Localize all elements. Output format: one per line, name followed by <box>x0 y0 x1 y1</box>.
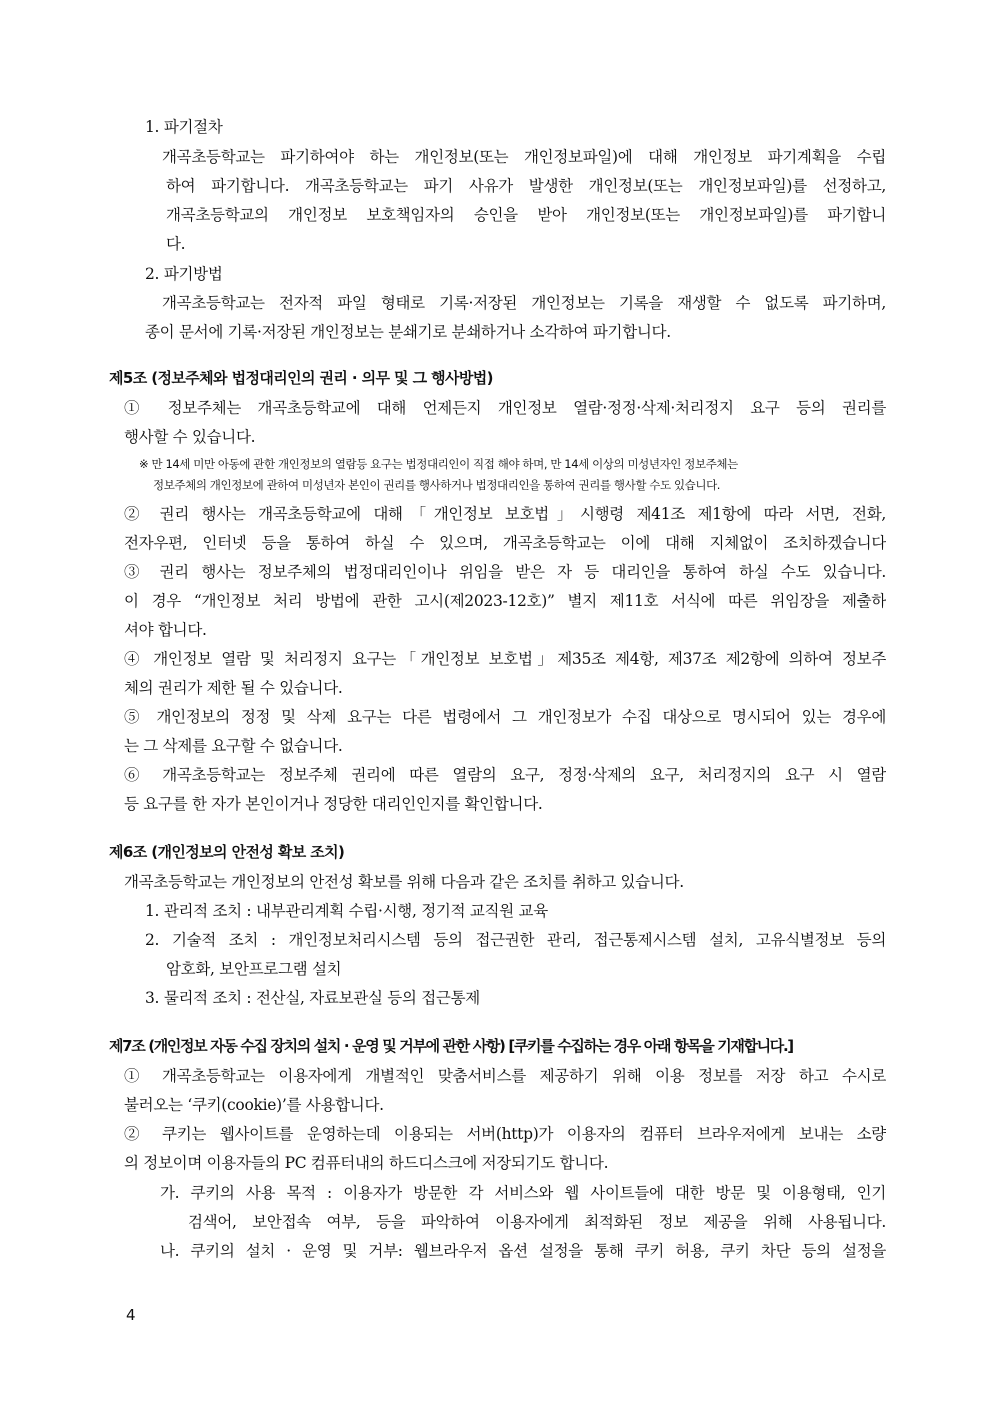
article-5-heading: 제5조 (정보주체와 법정대리인의 권리 · 의무 및 그 행사방법) <box>109 369 493 387</box>
paragraph-line: ② 권리 행사는 개곡초등학교에 대해「개인정보 보호법」시행령 제41조 제1항에 따라 서면, 전화, <box>124 505 886 523</box>
paragraph-line: 다. <box>166 235 186 253</box>
paragraph-line: ② 쿠키는 웹사이트를 운영하는데 이용되는 서버(http)가 이용자의 컴퓨터 브라우저에게 보내는 소량 <box>124 1125 886 1143</box>
paragraph-line: 는 그 삭제를 요구할 수 없습니다. <box>124 737 343 755</box>
list-item: 1. 관리적 조치 : 내부관리계획 수립·시행, 정기적 교직원 교육 <box>145 902 548 920</box>
list-item: 검색어, 보안접속 여부, 등을 파악하여 이용자에게 최적화된 정보 제공을 위해 사용됩니다. <box>188 1213 886 1231</box>
paragraph-line: 의 정보이며 이용자들의 PC 컴퓨터내의 하드디스크에 저장되기도 합니다. <box>124 1154 609 1172</box>
paragraph-line: 개곡초등학교의 개인정보 보호책임자의 승인을 받아 개인정보(또는 개인정보파일)를 파기합니 <box>166 206 886 224</box>
paragraph-line: 셔야 합니다. <box>124 621 207 639</box>
paragraph-line: 개곡초등학교는 개인정보의 안전성 확보를 위해 다음과 같은 조치를 취하고 있습니다. <box>124 873 684 891</box>
paragraph-line: 전자우편, 인터넷 등을 통하여 하실 수 있으며, 개곡초등학교는 이에 대해 지체없이 조치하겠습니다 <box>124 534 886 552</box>
page-number: 4 <box>126 1306 136 1324</box>
footnote-line: ※ 만 14세 미만 아동에 관한 개인정보의 열람등 요구는 법정대리인이 직접 해야 하며, 만 14세 이상의 미성년자인 정보주체는 <box>139 457 738 471</box>
article-6-heading: 제6조 (개인정보의 안전성 확보 조치) <box>109 843 345 861</box>
list-item: 가. 쿠키의 사용 목적 : 이용자가 방문한 각 서비스와 웹 사이트들에 대한 방문 및 이용형태, 인기 <box>160 1184 886 1202</box>
item-2-title: 2. 파기방법 <box>145 265 223 283</box>
paragraph-line: ⑥ 개곡초등학교는 정보주체 권리에 따른 열람의 요구, 정정·삭제의 요구, 처리정지의 요구 시 열람 <box>124 766 886 784</box>
paragraph-line: ④ 개인정보 열람 및 처리정지 요구는「개인정보 보호법」제35조 제4항, 제37조 제2항에 의하여 정보주 <box>124 650 886 668</box>
list-item: 3. 물리적 조치 : 전산실, 자료보관실 등의 접근통제 <box>145 989 480 1007</box>
paragraph-line: ① 정보주체는 개곡초등학교에 대해 언제든지 개인정보 열람·정정·삭제·처리정지 요구 등의 권리를 <box>124 399 886 417</box>
footnote-line: 정보주체의 개인정보에 관하여 미성년자 본인이 권리를 행사하거나 법정대리인을 통하여 권리를 행사할 수도 있습니다. <box>153 478 721 492</box>
paragraph-line: 개곡초등학교는 전자적 파일 형태로 기록·저장된 개인정보는 기록을 재생할 수 없도록 파기하며, <box>162 294 886 312</box>
paragraph-line: 종이 문서에 기록·저장된 개인정보는 분쇄기로 분쇄하거나 소각하여 파기합니다. <box>145 323 671 341</box>
item-1-title: 1. 파기절차 <box>145 118 223 136</box>
paragraph-line: ⑤ 개인정보의 정정 및 삭제 요구는 다른 법령에서 그 개인정보가 수집 대상으로 명시되어 있는 경우에 <box>124 708 886 726</box>
paragraph-line: 개곡초등학교는 파기하여야 하는 개인정보(또는 개인정보파일)에 대해 개인정보 파기계획을 수립 <box>162 148 886 166</box>
paragraph-line: 이 경우 “개인정보 처리 방법에 관한 고시(제2023-12호)” 별지 제11호 서식에 따른 위임장을 제출하 <box>124 592 886 610</box>
list-item: 나. 쿠키의 설치 · 운영 및 거부: 웹브라우저 옵션 설정을 통해 쿠키 허용, 쿠키 차단 등의 설정을 <box>160 1242 886 1260</box>
paragraph-line: 등 요구를 한 자가 본인이거나 정당한 대리인인지를 확인합니다. <box>124 795 543 813</box>
paragraph-line: ③ 권리 행사는 정보주체의 법정대리인이나 위임을 받은 자 등 대리인을 통하여 하실 수도 있습니다. <box>124 563 886 581</box>
article-7-heading: 제7조 (개인정보 자동 수집 장치의 설치 · 운영 및 거부에 관한 사항) [쿠키를 수집하는 경우 아래 항목을 기재합니다.] <box>109 1037 793 1055</box>
paragraph-line: 체의 권리가 제한 될 수 있습니다. <box>124 679 343 697</box>
paragraph-line: 행사할 수 있습니다. <box>124 428 256 446</box>
list-item: 암호화, 보안프로그램 설치 <box>166 960 342 978</box>
paragraph-line: ① 개곡초등학교는 이용자에게 개별적인 맞춤서비스를 제공하기 위해 이용 정보를 저장 하고 수시로 <box>124 1067 886 1085</box>
paragraph-line: 불러오는 ‘쿠키(cookie)’를 사용합니다. <box>124 1096 384 1114</box>
paragraph-line: 하여 파기합니다. 개곡초등학교는 파기 사유가 발생한 개인정보(또는 개인정보파일)를 선정하고, <box>166 177 886 195</box>
list-item: 2. 기술적 조치 : 개인정보처리시스템 등의 접근권한 관리, 접근통제시스템 설치, 고유식별정보 등의 <box>145 931 886 949</box>
